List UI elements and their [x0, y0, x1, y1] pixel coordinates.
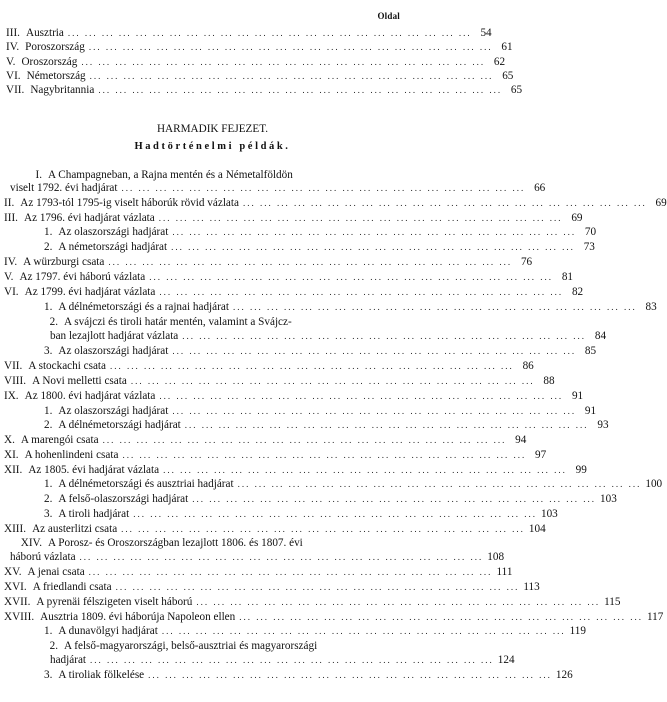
- dot-leader: [121, 523, 525, 536]
- toc-entry: [4, 169, 401, 182]
- entry-title: Az austerlitzi csata: [32, 523, 118, 535]
- dot-leader: [163, 464, 567, 477]
- dot-leader: [243, 197, 647, 210]
- entry-number: 1.: [44, 301, 53, 313]
- dot-leader: [80, 551, 484, 564]
- dot-leader: [172, 226, 576, 239]
- toc-entry: [44, 419, 609, 432]
- toc-entry: [4, 566, 513, 579]
- entry-page-number: 73: [583, 241, 595, 253]
- dot-leader: [148, 669, 552, 682]
- entry-page-number: 61: [501, 41, 513, 53]
- entry-number: 2.: [44, 493, 53, 505]
- dot-leader: [89, 566, 493, 579]
- dot-leader: [108, 256, 512, 269]
- entry-page-number: 113: [523, 581, 540, 593]
- entry-title: Ausztria 1809. évi háborúja Napoleon ellen: [40, 611, 236, 623]
- entry-page-number: 81: [561, 271, 573, 283]
- entry-title: Poroszország: [25, 41, 85, 53]
- toc-entry: [4, 197, 667, 210]
- toc-entry: [4, 537, 401, 550]
- entry-title: Németország: [26, 70, 86, 82]
- toc-entry: [4, 551, 505, 564]
- entry-number: V.: [6, 56, 16, 68]
- toc-entry: [4, 182, 546, 195]
- toc-entry: [44, 405, 597, 418]
- dot-leader: [122, 182, 526, 195]
- entry-title: A hohenlindeni csata: [24, 449, 119, 461]
- entry-title: hadjárat: [50, 654, 87, 666]
- entry-number: VI.: [6, 70, 21, 82]
- dot-leader: [239, 611, 643, 624]
- toc-entry: [44, 654, 515, 667]
- toc-entry: [4, 581, 540, 594]
- entry-number: I.: [35, 169, 42, 181]
- entry-title: A felső-olaszországi hadjárat: [58, 493, 189, 505]
- entry-number: IV.: [4, 256, 18, 268]
- entry-page-number: 69: [655, 197, 667, 209]
- entry-number: 3.: [44, 345, 53, 357]
- dot-leader: [68, 27, 472, 40]
- entry-page-number: 62: [493, 56, 506, 68]
- entry-title: Az olaszországi hadjárat: [58, 405, 169, 417]
- entry-title: A délnémetországi és a rajnai hadjárat: [58, 301, 229, 313]
- entry-page-number: 115: [604, 596, 621, 608]
- entry-number: III.: [6, 27, 20, 39]
- toc-entry: [6, 27, 492, 40]
- entry-title: Az 1793-tól 1795-ig viselt háborúk rövid vázlata: [20, 197, 239, 209]
- entry-number: V.: [4, 271, 14, 283]
- entry-page-number: 86: [522, 360, 534, 372]
- entry-page-number: 117: [647, 611, 664, 623]
- toc-entry: [6, 70, 514, 83]
- toc-entry: [4, 286, 584, 299]
- entry-title: A würzburgi csata: [23, 256, 105, 268]
- entry-number: IV.: [6, 41, 20, 53]
- entry-title: Az olaszországi hadjárat: [58, 226, 169, 238]
- entry-number: XIV.: [20, 537, 42, 549]
- entry-number: 1.: [44, 405, 53, 417]
- entry-number: 2.: [44, 419, 53, 431]
- toc-entry: [44, 345, 597, 358]
- toc-entry: [44, 316, 401, 329]
- entry-page-number: 126: [555, 669, 573, 681]
- entry-number: 2.: [44, 241, 53, 253]
- toc-entry: [4, 256, 533, 269]
- toc-entry: [44, 226, 597, 239]
- entry-number: 1.: [44, 478, 53, 490]
- toc-entry: [4, 464, 587, 477]
- entry-title: Nagybritannia: [30, 84, 95, 96]
- dot-leader: [81, 56, 485, 69]
- toc-entry: [6, 56, 506, 69]
- entry-title: viselt 1792. évi hadjárat: [10, 182, 118, 194]
- dot-leader: [90, 654, 494, 667]
- toc-entry: [44, 625, 586, 638]
- dot-leader: [133, 508, 537, 521]
- dot-leader: [159, 286, 563, 299]
- dot-leader: [192, 493, 596, 506]
- entry-page-number: 83: [645, 301, 657, 313]
- dot-leader: [172, 405, 576, 418]
- entry-page-number: 124: [497, 654, 515, 666]
- entry-number: VIII.: [4, 375, 27, 387]
- entry-number: 1.: [44, 625, 53, 637]
- dot-leader: [162, 625, 566, 638]
- entry-page-number: 103: [600, 493, 617, 505]
- toc-entry: [4, 596, 621, 609]
- entry-title: Az 1800. évi hadjárat vázlata: [24, 390, 156, 402]
- entry-number: 1.: [44, 226, 53, 238]
- entry-page-number: 88: [543, 375, 555, 387]
- entry-page-number: 82: [571, 286, 584, 298]
- entry-title: Az 1805. évi hadjárat vázlata: [28, 464, 160, 476]
- entry-title: A jenai csata: [27, 566, 85, 578]
- entry-title: A pyrenäi félszigeten viselt háború: [36, 596, 193, 608]
- dot-leader: [159, 390, 563, 403]
- toc-entry: [44, 640, 401, 653]
- entry-title: A tiroli hadjárat: [58, 508, 130, 520]
- entry-title: A svájczi és tiroli határ mentén, valamint a Svájcz-: [64, 316, 292, 328]
- entry-number: XVIII.: [4, 611, 35, 623]
- entry-page-number: 66: [534, 182, 546, 194]
- toc-entry: [44, 241, 595, 254]
- entry-number: XVII.: [4, 596, 31, 608]
- dot-leader: [122, 449, 526, 462]
- entry-page-number: 97: [535, 449, 547, 461]
- toc-entry: [44, 330, 607, 343]
- entry-page-number: 103: [540, 508, 558, 520]
- dot-leader: [182, 330, 586, 343]
- entry-title: Az olaszországi hadjárat: [58, 345, 169, 357]
- entry-number: II.: [4, 197, 15, 209]
- entry-page-number: 100: [645, 478, 663, 490]
- entry-number: X.: [4, 434, 15, 446]
- entry-number: XI.: [4, 449, 19, 461]
- dot-leader: [89, 41, 493, 54]
- toc-entry: [4, 449, 547, 462]
- entry-title: A dunavölgyi hadjárat: [58, 625, 158, 637]
- entry-number: XV.: [4, 566, 22, 578]
- entry-title: A marengói csata: [20, 434, 99, 446]
- toc-entry: [44, 301, 657, 314]
- dot-leader: [238, 478, 642, 491]
- entry-page-number: 69: [571, 212, 583, 224]
- entry-page-number: 119: [569, 625, 586, 637]
- entry-title: A stockachi csata: [28, 360, 106, 372]
- toc-entry: [4, 523, 546, 536]
- dot-leader: [98, 84, 502, 97]
- entry-title: A délnémetországi hadjárat: [58, 419, 181, 431]
- entry-page-number: 111: [496, 566, 513, 578]
- chapter-title: HARMADIK FEJEZET.: [156, 123, 269, 135]
- entry-title: ban lezajlott hadjárat vázlata: [50, 330, 179, 342]
- dot-leader: [149, 271, 553, 284]
- toc-entry: [6, 84, 523, 97]
- entry-page-number: 65: [502, 70, 514, 82]
- entry-page-number: 93: [597, 419, 609, 431]
- dot-leader: [103, 434, 507, 447]
- entry-title: A felső-magyarországi, belső-ausztriai és magyarországi: [64, 640, 318, 652]
- toc-entry: [44, 478, 663, 491]
- entry-page-number: 85: [584, 345, 597, 357]
- toc-entry: [44, 493, 617, 506]
- entry-page-number: 108: [487, 551, 505, 563]
- entry-title: A friedlandi csata: [32, 581, 112, 593]
- entry-page-number: 104: [528, 523, 546, 535]
- entry-page-number: 76: [520, 256, 533, 268]
- dot-leader: [90, 70, 494, 83]
- toc-entry: [4, 434, 527, 447]
- dot-leader: [172, 345, 576, 358]
- entry-page-number: 91: [584, 405, 597, 417]
- toc-entry: [4, 611, 664, 624]
- dot-leader: [131, 375, 535, 388]
- entry-number: 2.: [49, 316, 58, 328]
- entry-page-number: 54: [480, 27, 492, 39]
- dot-leader: [116, 581, 520, 594]
- entry-number: XVI.: [4, 581, 27, 593]
- entry-title: háború vázlata: [10, 551, 76, 563]
- entry-title: Az 1797. évi háború vázlata: [19, 271, 146, 283]
- toc-entry: [4, 360, 534, 373]
- toc-entry: [4, 390, 584, 403]
- entry-number: IX.: [4, 390, 19, 402]
- entry-number: III.: [4, 212, 18, 224]
- entry-number: VII.: [4, 360, 23, 372]
- entry-number: 3.: [44, 669, 53, 681]
- dot-leader: [185, 419, 589, 432]
- entry-title: Az 1799. évi hadjárat vázlata: [24, 286, 156, 298]
- toc-entry: [4, 375, 555, 388]
- entry-number: 3.: [44, 508, 53, 520]
- toc-entry: [44, 508, 558, 521]
- entry-page-number: 84: [594, 330, 607, 342]
- entry-title: A Champagneban, a Rajna mentén és a Németalföldön: [48, 169, 293, 181]
- toc-entry: [44, 669, 573, 682]
- dot-leader: [171, 241, 575, 254]
- entry-title: A Novi melletti csata: [32, 375, 127, 387]
- entry-number: VII.: [6, 84, 25, 96]
- entry-number: 2.: [49, 640, 58, 652]
- entry-title: A Porosz- és Oroszországban lezajlott 1806. és 1807. évi: [48, 537, 303, 549]
- entry-title: Ausztria: [25, 27, 64, 39]
- toc-entry: [4, 212, 583, 225]
- toc-entry: [4, 271, 573, 284]
- entry-page-number: 94: [515, 434, 527, 446]
- entry-title: A németországi hadjárat: [58, 241, 168, 253]
- entry-number: XII.: [4, 464, 23, 476]
- toc-entry: [6, 41, 513, 54]
- entry-page-number: 65: [510, 84, 523, 96]
- chapter-subtitle: Hadtörténelmi példák.: [134, 141, 291, 152]
- entry-number: VI.: [4, 286, 19, 298]
- entry-title: Az 1796. évi hadjárat vázlata: [23, 212, 155, 224]
- dot-leader: [196, 596, 600, 609]
- dot-leader: [159, 212, 563, 225]
- entry-page-number: 91: [571, 390, 584, 402]
- dot-leader: [110, 360, 514, 373]
- entry-page-number: 70: [584, 226, 597, 238]
- page-column-label: Oldal: [377, 11, 400, 21]
- entry-number: XIII.: [4, 523, 27, 535]
- entry-page-number: 99: [575, 464, 587, 476]
- entry-title: A tiroliak fölkelése: [58, 669, 145, 681]
- entry-title: Oroszország: [21, 56, 78, 68]
- dot-leader: [233, 301, 637, 314]
- entry-title: A délnémetországi és ausztriai hadjárat: [58, 478, 234, 490]
